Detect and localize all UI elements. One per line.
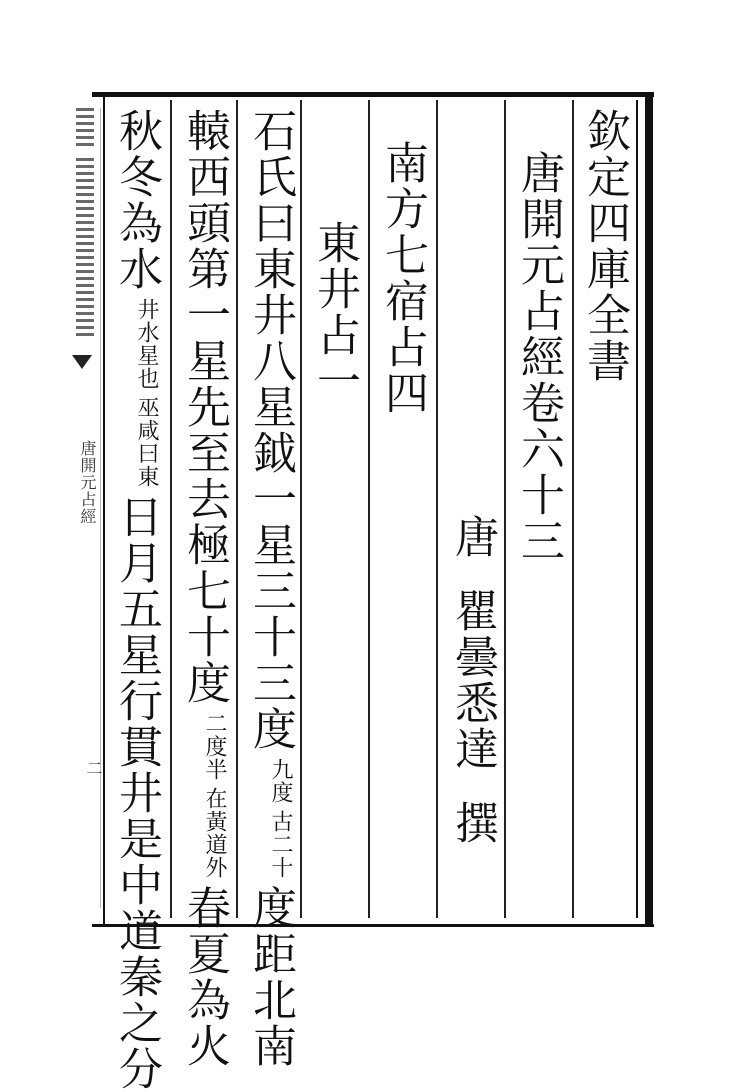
column-rule bbox=[436, 100, 438, 918]
body-text: 秋冬為水 bbox=[111, 108, 162, 292]
gutter-fishtail-top bbox=[76, 108, 94, 148]
note-line: 古二十 bbox=[268, 810, 293, 879]
author-dynasty: 唐 bbox=[447, 514, 498, 560]
section-heading: 南方七宿占四 bbox=[377, 140, 428, 416]
note-line: 在黃道外 bbox=[202, 787, 227, 879]
body-text: 轅西頭第一星先至去極七十度 bbox=[179, 108, 230, 706]
subsection-heading: 東井占一 bbox=[309, 220, 360, 404]
column-rule bbox=[300, 100, 302, 918]
frame-right-border bbox=[645, 92, 653, 927]
note-line: 二度半 bbox=[202, 712, 227, 781]
author-name: 瞿曇悉達 bbox=[447, 588, 498, 772]
gutter-band bbox=[76, 158, 94, 338]
body-column-3 bbox=[111, 108, 162, 1092]
note-line: 巫咸曰東 bbox=[134, 396, 159, 488]
gutter-book-title: 唐開元占經 bbox=[78, 440, 97, 525]
column-rule bbox=[504, 100, 506, 918]
author-role: 撰 bbox=[447, 800, 498, 846]
author-line bbox=[447, 514, 498, 846]
frame-bottom-border bbox=[92, 924, 654, 927]
gutter-page-number: 二 bbox=[84, 760, 103, 776]
frame-left-border bbox=[103, 92, 105, 927]
body-text: 石氏曰東井八星鉞一星三十三度 bbox=[245, 108, 296, 752]
volume-title: 唐開元占經卷六十三 bbox=[513, 150, 564, 564]
column-rule bbox=[368, 100, 370, 918]
interlinear-note bbox=[135, 298, 158, 488]
body-column-2 bbox=[179, 108, 230, 1069]
collection-header: 欽定四庫全書 bbox=[579, 108, 630, 384]
body-text: 度距北南 bbox=[245, 885, 296, 1069]
column-rule bbox=[170, 100, 172, 918]
note-line: 井水星也 bbox=[134, 298, 159, 390]
body-text: 日月五星行貫井是中道秦之分 bbox=[111, 494, 162, 1092]
note-line: 九度 bbox=[268, 758, 293, 804]
body-column-1 bbox=[245, 108, 296, 1069]
body-text: 春夏為火 bbox=[179, 885, 230, 1069]
column-rule bbox=[572, 100, 574, 918]
fishtail-mark-icon bbox=[72, 355, 92, 369]
frame-right-inner-border bbox=[636, 100, 638, 918]
interlinear-note bbox=[203, 712, 226, 879]
frame-top-border bbox=[92, 92, 654, 97]
interlinear-note bbox=[269, 758, 292, 879]
column-rule bbox=[236, 100, 238, 918]
